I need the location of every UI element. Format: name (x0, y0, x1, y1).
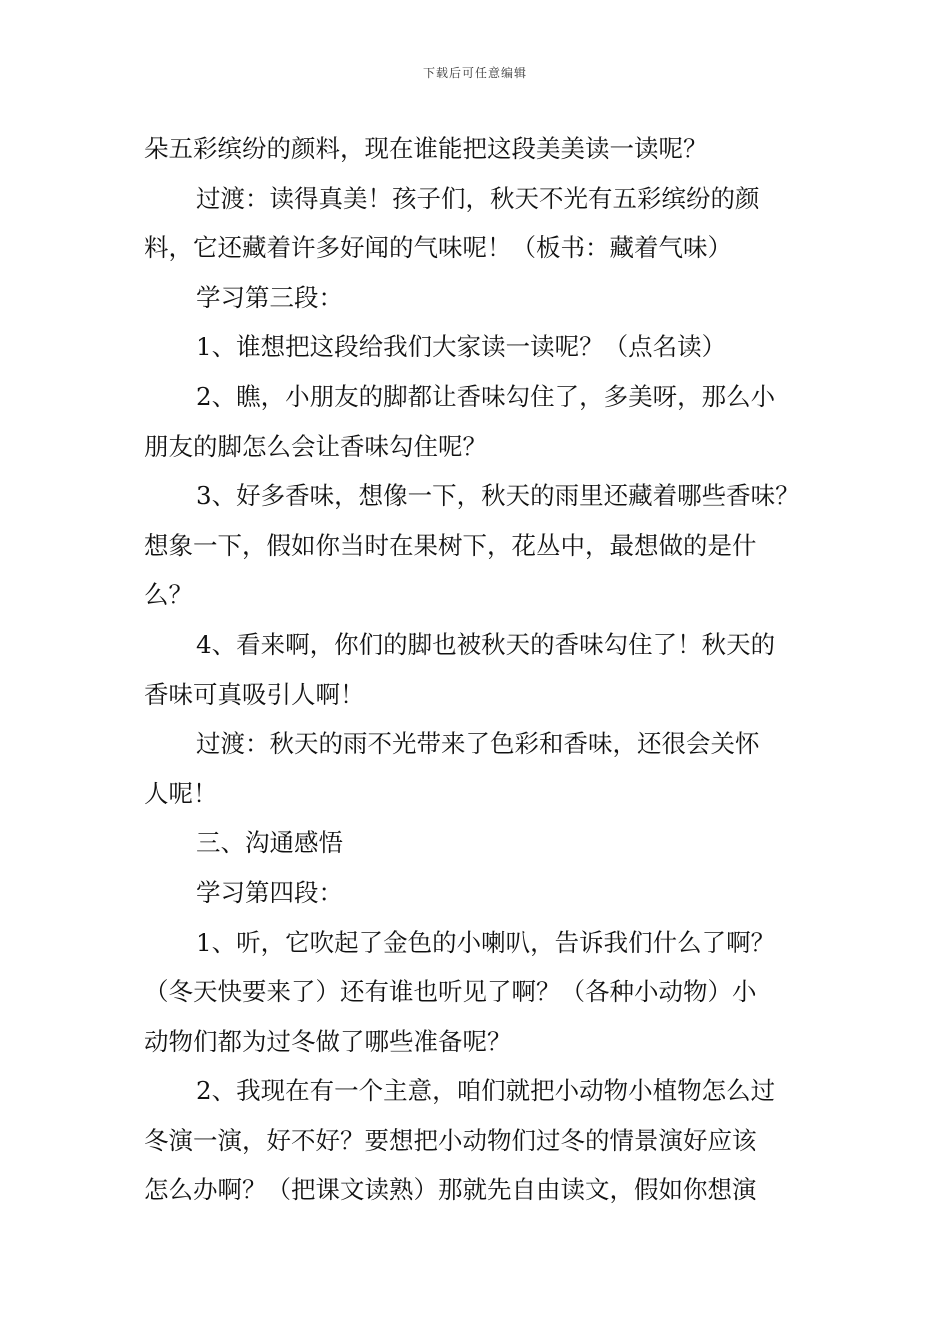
text-line: 冬演一演，好不好？要想把小动物们过冬的情景演好应该 (144, 1125, 757, 1155)
text-line: 4、看来啊，你们的脚也被秋天的香味勾住了！秋天的 (196, 629, 776, 659)
text-line: 么？ (144, 580, 193, 610)
text-line: 动物们都为过冬做了哪些准备呢？ (144, 1026, 512, 1056)
text-line: 3、好多香味，想像一下，秋天的雨里还藏着哪些香味？ (196, 481, 800, 511)
text-line: 学习第四段： (196, 877, 343, 907)
text-line: 2、我现在有一个主意，咱们就把小动物小植物怎么过 (196, 1076, 776, 1106)
text-line: 学习第三段： (196, 282, 343, 312)
text-line: （冬天快要来了）还有谁也听见了啊？（各种小动物）小 (144, 977, 757, 1007)
document-body (144, 124, 814, 1215)
text-line: 过渡：读得真美！孩子们，秋天不光有五彩缤纷的颜 (196, 183, 760, 213)
text-line: 2、瞧，小朋友的脚都让香味勾住了，多美呀，那么小 (196, 381, 776, 411)
text-line: 料，它还藏着许多好闻的气味呢！（板书：藏着气味） (144, 233, 732, 263)
page-header: 下载后可任意编辑 (422, 66, 527, 80)
text-line: 怎么办啊？（把课文读熟）那就先自由读文，假如你想演 (144, 1175, 757, 1205)
text-line: 朋友的脚怎么会让香味勾住呢？ (144, 431, 487, 461)
text-line: 三、沟通感悟 (196, 828, 343, 858)
text-line: 过渡：秋天的雨不光带来了色彩和香味，还很会关怀 (196, 729, 760, 759)
text-line: 朵五彩缤纷的颜料，现在谁能把这段美美读一读呢？ (144, 134, 708, 163)
text-line: 想象一下，假如你当时在果树下，花丛中，最想做的是什 (144, 530, 757, 560)
text-line: 人呢！ (144, 778, 218, 808)
text-line: 1、听，它吹起了金色的小喇叭，告诉我们什么了啊？ (196, 927, 776, 957)
text-line: 香味可真吸引人啊！ (144, 679, 365, 709)
text-line: 1、谁想把这段给我们大家读一读呢？（点名读） (196, 332, 727, 362)
